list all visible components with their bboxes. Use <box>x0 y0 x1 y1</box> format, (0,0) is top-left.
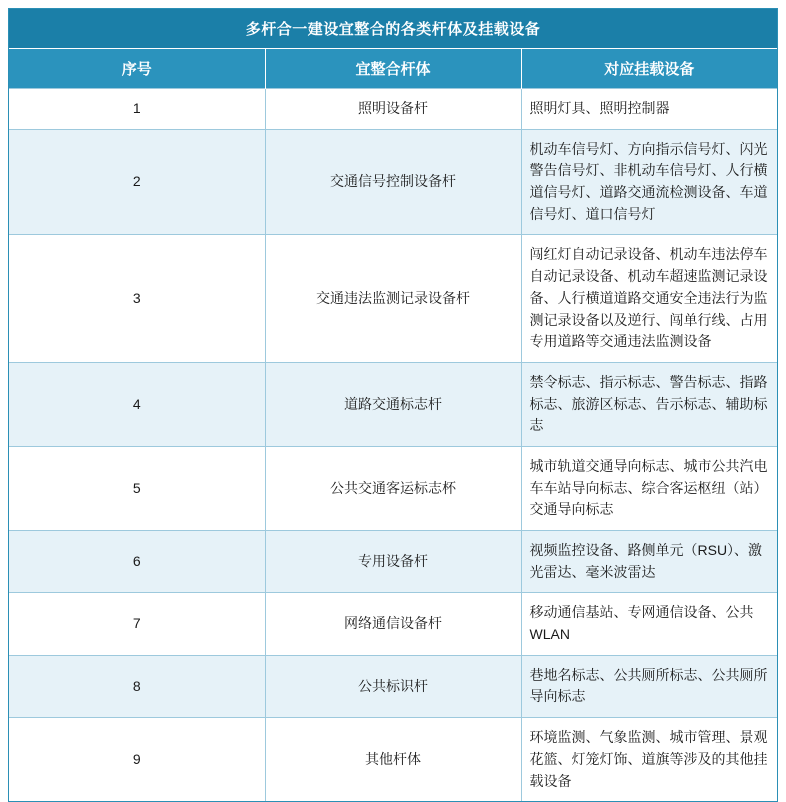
table-row <box>9 235 777 362</box>
cell-equipment: 环境监测、气象监测、城市管理、景观花篮、灯笼灯饰、道旗等涉及的其他挂载设备 <box>521 718 777 802</box>
cell-index: 2 <box>9 129 265 235</box>
cell-pole: 其他杆体 <box>265 718 521 802</box>
cell-equipment: 闯红灯自动记录设备、机动车违法停车自动记录设备、机动车超速监测记录设备、人行横道道路交通安全违法行为监测记录设备以及逆行、闯单行线、占用专用道路等交通违法监测设备 <box>521 235 777 362</box>
column-header-equipment: 对应挂载设备 <box>521 49 777 89</box>
cell-pole: 专用设备杆 <box>265 531 521 593</box>
cell-index: 8 <box>9 655 265 717</box>
cell-index: 7 <box>9 593 265 655</box>
cell-index: 3 <box>9 235 265 362</box>
table-row <box>9 593 777 655</box>
table-header <box>9 9 777 89</box>
cell-index: 5 <box>9 446 265 530</box>
table-row <box>9 531 777 593</box>
cell-equipment: 视频监控设备、路侧单元（RSU）、激光雷达、毫米波雷达 <box>521 531 777 593</box>
table-row <box>9 129 777 235</box>
table-body <box>9 89 777 802</box>
table-title: 多杆合一建设宜整合的各类杆体及挂载设备 <box>9 9 777 49</box>
cell-equipment: 照明灯具、照明控制器 <box>521 89 777 130</box>
cell-pole: 道路交通标志杆 <box>265 362 521 446</box>
cell-equipment: 机动车信号灯、方向指示信号灯、闪光警告信号灯、非机动车信号灯、人行横道信号灯、道路交通流检测设备、车道信号灯、道口信号灯 <box>521 129 777 235</box>
table-column-header-row <box>9 49 777 89</box>
table-row <box>9 362 777 446</box>
cell-equipment: 巷地名标志、公共厕所标志、公共厕所导向标志 <box>521 655 777 717</box>
cell-pole: 交通信号控制设备杆 <box>265 129 521 235</box>
cell-pole: 照明设备杆 <box>265 89 521 130</box>
cell-index: 9 <box>9 718 265 802</box>
cell-index: 4 <box>9 362 265 446</box>
cell-index: 6 <box>9 531 265 593</box>
cell-pole: 网络通信设备杆 <box>265 593 521 655</box>
table-row <box>9 655 777 717</box>
column-header-index: 序号 <box>9 49 265 89</box>
cell-equipment: 移动通信基站、专网通信设备、公共 WLAN <box>521 593 777 655</box>
cell-index: 1 <box>9 89 265 130</box>
pole-integration-table-container <box>8 8 778 802</box>
cell-pole: 公共交通客运标志杯 <box>265 446 521 530</box>
cell-pole: 公共标识杆 <box>265 655 521 717</box>
cell-equipment: 禁令标志、指示标志、警告标志、指路标志、旅游区标志、告示标志、辅助标志 <box>521 362 777 446</box>
cell-equipment: 城市轨道交通导向标志、城市公共汽电车车站导向标志、综合客运枢纽（站）交通导向标志 <box>521 446 777 530</box>
table-row <box>9 89 777 130</box>
table-row <box>9 718 777 802</box>
table-title-row <box>9 9 777 49</box>
table-row <box>9 446 777 530</box>
column-header-pole: 宜整合杆体 <box>265 49 521 89</box>
cell-pole: 交通违法监测记录设备杆 <box>265 235 521 362</box>
pole-integration-table <box>9 9 777 801</box>
